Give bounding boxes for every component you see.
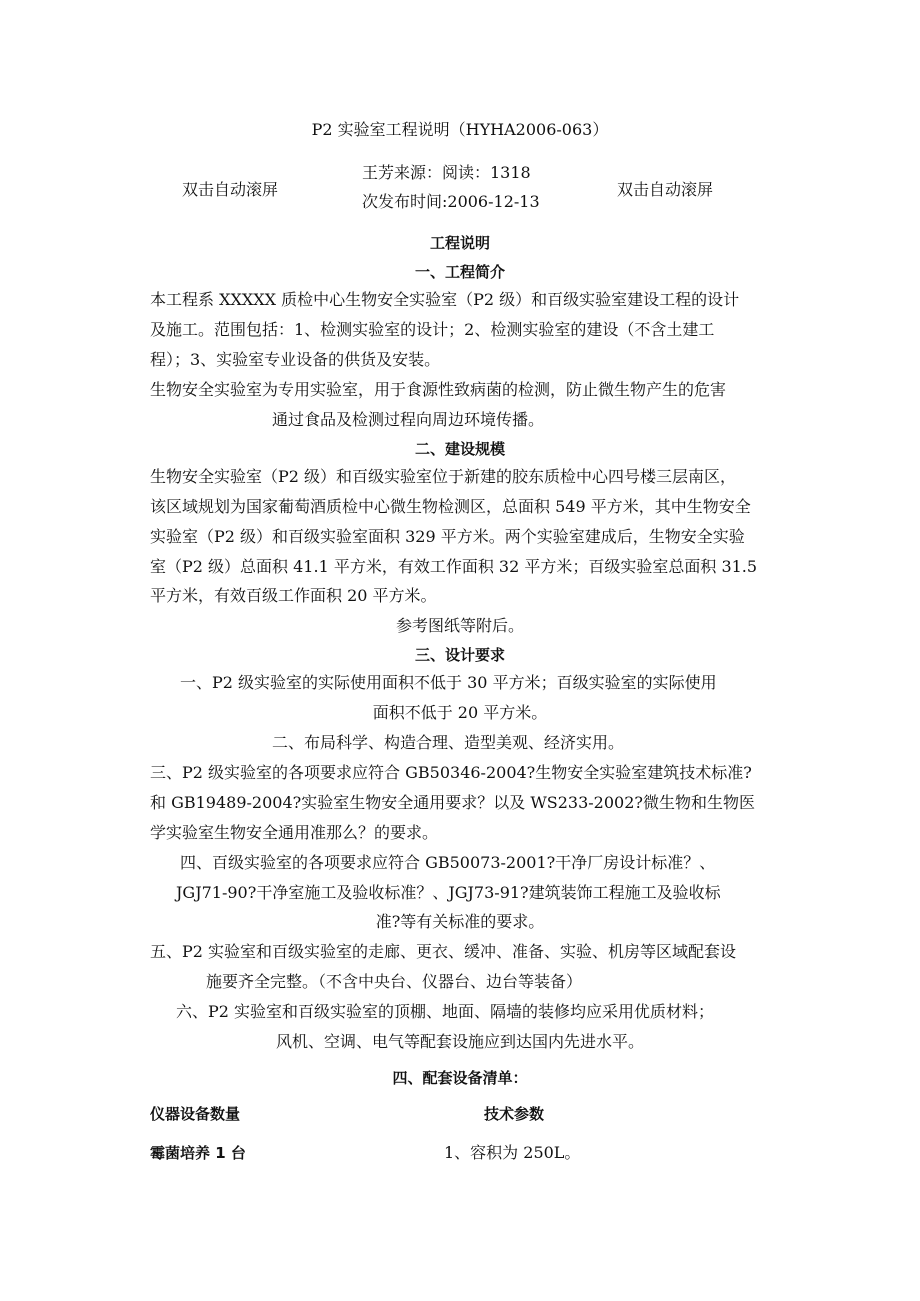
req3-line2: 和 GB19489-2004?实验室生物安全通用要求？以及 WS233-2002?微生物和生物医 xyxy=(150,793,755,812)
table-row-spec: 1、容积为 250L。 xyxy=(444,1143,581,1162)
req1-line1: 一、P2 级实验室的实际使用面积不低于 30 平方米；百级实验室的实际使用 xyxy=(180,673,717,692)
heading-main: 工程说明 xyxy=(429,234,490,252)
req6-line1: 六、P2 实验室和百级实验室的顶棚、地面、隔墙的装修均应采用优质材料； xyxy=(176,1002,715,1021)
req2: 二、布局科学、构造合理、造型美观、经济实用。 xyxy=(272,733,625,752)
auto-scroll-left[interactable]: 双击自动滚屏 xyxy=(182,180,279,199)
req3-line1: 三、P2 级实验室的各项要求应符合 GB50346-2004?生物安全实验室建筑技术标准? xyxy=(150,763,752,782)
s2-line6: 参考图纸等附后。 xyxy=(395,616,524,635)
table-header-equipment: 仪器设备数量 xyxy=(150,1105,241,1123)
auto-scroll-right[interactable]: 双击自动滚屏 xyxy=(617,180,714,199)
section2-heading: 二、建设规模 xyxy=(414,440,505,458)
req4-line2: JGJ71-90?干净室施工及验收标准？、JGJ73-91?建筑装饰工程施工及验收标 xyxy=(176,883,721,902)
s1-line4: 生物安全实验室为专用实验室，用于食源性致病菌的检测，防止微生物产生的危害 xyxy=(150,380,727,399)
req3-line3: 学实验室生物安全通用准那么？的要求。 xyxy=(150,823,439,842)
s1-line5: 通过食品及检测过程向周边环境传播。 xyxy=(272,410,545,429)
section3-heading: 三、设计要求 xyxy=(414,646,505,664)
table-row-equipment: 霉菌培养 1 台 xyxy=(150,1144,246,1162)
req6-line2: 风机、空调、电气等配套设施应到达国内先进水平。 xyxy=(275,1032,644,1051)
req4-line3: 准?等有关标准的要求。 xyxy=(375,912,545,931)
req4-line1: 四、百级实验室的各项要求应符合 GB50073-2001?干净厂房设计标准？、 xyxy=(180,853,716,872)
s1-line2: 及施工。范围包括：1、检测实验室的设计；2、检测实验室的建设（不含土建工 xyxy=(150,320,715,339)
req5-line2: 施要齐全完整。（不含中央台、仪器台、边台等装备） xyxy=(206,972,583,991)
s2-line5: 平方米，有效百级工作面积 20 平方米。 xyxy=(150,586,437,605)
s2-line3: 实验室（P2 级）和百级实验室面积 329 平方米。两个实验室建成后，生物安全实验 xyxy=(150,527,745,546)
meta-source-views: 王芳来源：阅读：1318 xyxy=(362,163,531,182)
s2-line2: 该区域规划为国家葡萄酒质检中心微生物检测区，总面积 549 平方米，其中生物安全 xyxy=(150,497,751,516)
section1-heading: 一、工程简介 xyxy=(414,263,505,281)
s2-line4: 室（P2 级）总面积 41.1 平方米，有效工作面积 32 平方米；百级实验室总面积 31.5 xyxy=(150,557,758,576)
meta-publish-date: 次发布时间:2006-12-13 xyxy=(362,192,540,211)
req5-line1: 五、P2 实验室和百级实验室的走廊、更衣、缓冲、准备、实验、机房等区域配套设 xyxy=(150,942,737,961)
s1-line1: 本工程系 XXXXX 质检中心生物安全实验室（P2 级）和百级实验室建设工程的设计 xyxy=(150,290,740,309)
section4-heading: 四、配套设备清单： xyxy=(392,1069,528,1087)
s2-line1: 生物安全实验室（P2 级）和百级实验室位于新建的胶东质检中心四号楼三层南区， xyxy=(150,467,737,486)
table-header-specs: 技术参数 xyxy=(484,1105,545,1123)
req1-line2: 面积不低于 20 平方米。 xyxy=(372,703,548,722)
document-title: P2 实验室工程说明（HYHA2006-063） xyxy=(311,120,609,139)
s1-line3: 程）；3、实验室专业设备的供货及安装。 xyxy=(150,350,441,369)
